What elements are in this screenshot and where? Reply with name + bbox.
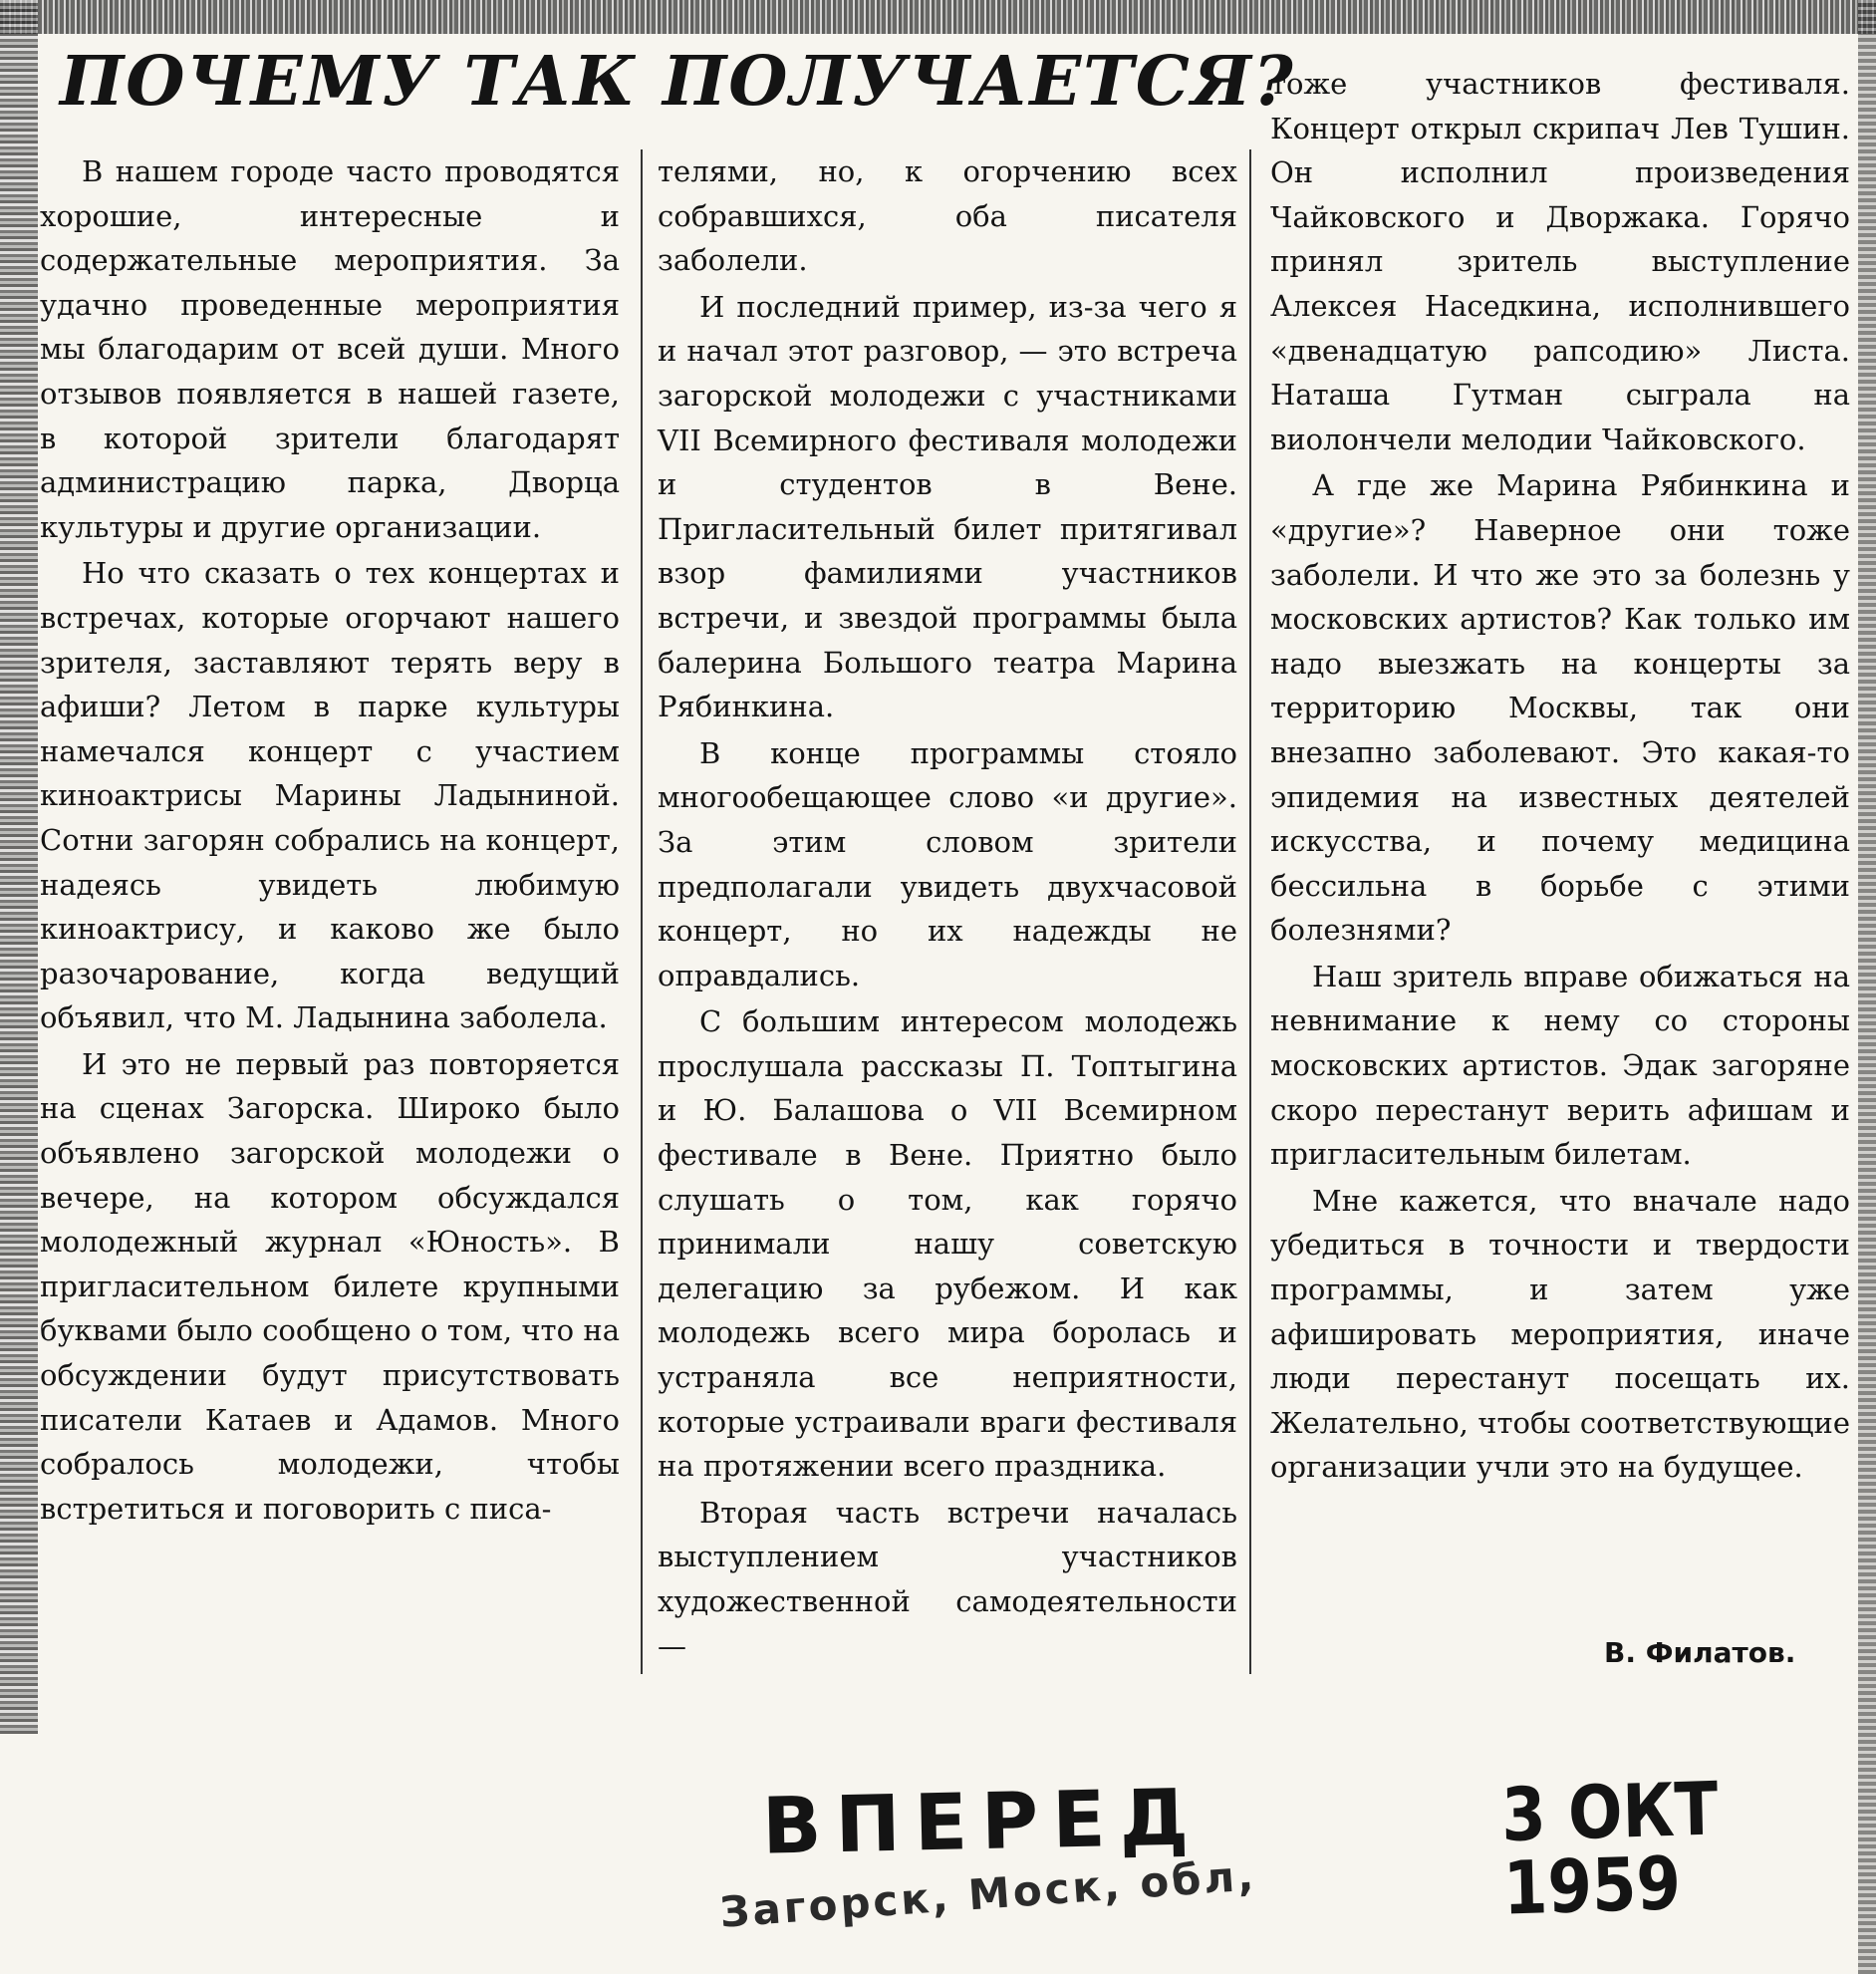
paragraph: Вторая часть встречи началась выступлением участников художественной самодеятельности — (658, 1495, 1237, 1663)
article-column-3 (1270, 62, 1850, 1492)
paragraph: С большим интересом молодежь прослушала рассказы П. Топтыгина и Ю. Балашова о VII Всемирном фестивале в Вене. Приятно было слушать о том, как горячо принимали нашу советскую делегацию за рубежом. И как молодежь всего мира боролась и устраняла все неприятности, которые устраивали враги фестиваля на протяжении всего праздника. (658, 1004, 1237, 1484)
paragraph: А где же Марина Рябинкина и «другие»? Наверное они тоже заболели. И что же это за болезнь у московских артистов? Как только им надо выезжать на концерты за территорию Москвы, так они внезапно заболевают. Это какая-то эпидемия на известных деятелей искусства, и почему медицина бессильна в борьбе с этими болезнями? (1270, 468, 1850, 948)
paragraph: Мне кажется, что вначале надо убедиться в точности и твердости программы, и затем уже афишировать мероприятия, иначе люди перестанут посещать их. Желательно, чтобы соответствующие организации учли это на будущее. (1270, 1183, 1850, 1485)
article-title: ПОЧЕМУ ТАК ПОЛУЧАЕТСЯ? (60, 42, 1295, 122)
author-signature: В. Филатов. (1604, 1636, 1796, 1669)
paragraph: телями, но, к огорчению всех собравшихся, оба писателя заболели. (658, 154, 1237, 278)
article-column-2 (658, 149, 1237, 1670)
paragraph: И последний пример, из-за чего я и начал этот разговор, — это встреча загорской молодежи с участниками VII Всемирного фестиваля молодежи и студентов в Вене. Пригласительный билет притягивал взор фамилиями участников встречи, и звездой программы была балерина Большого театра Марина Рябинкина. (658, 289, 1237, 724)
newspaper-stamp-place: Загорск, Моск, обл, (717, 1850, 1258, 1937)
column-divider (641, 149, 643, 1674)
paragraph: тоже участников фестиваля. Концерт открыл скрипач Лев Тушин. Он исполнил произведения Чайковского и Дворжака. Горячо принял зритель выступление Алексея Наседкина, исполнившего «двенадцатую рапсодию» Листа. Наташа Гутман сыграла на виолончели мелодии Чайковского. (1270, 67, 1850, 456)
paragraph: В конце программы стояло многообещающее слово «и другие». За этим словом зрители предполагали увидеть двухчасовой концерт, но их надежды не оправдались. (658, 735, 1237, 992)
scan-edge-top (0, 0, 1876, 34)
scan-edge-left (0, 0, 38, 1734)
scan-edge-right (1858, 0, 1876, 1974)
newspaper-stamp-name: ВПЕРЕД (761, 1773, 1204, 1872)
paragraph: Но что сказать о тех концертах и встречах, которые огорчают нашего зрителя, заставляют терять веру в афиши? Летом в парке культуры намечался концерт с участием киноактрисы Марины Ладыниной. Сотни загорян собрались на концерт, надеясь увидеть любимую киноактрису, и каково же было разочарование, когда ведущий объявил, что М. Ладынина заболела. (40, 556, 620, 1035)
article-column-1 (40, 149, 620, 1533)
paragraph: В нашем городе часто проводятся хорошие, интересные и содержательные мероприятия. За удачно проведенные мероприятия мы благодарим от всей души. Много отзывов появляется в нашей газете, в которой зрители благодарят администрацию парка, Дворца культуры и другие организации. (40, 154, 620, 544)
paragraph: И это не первый раз повторяется на сценах Загорска. Широко было объявлено загорской молодежи о вечере, на котором обсуждался молодежный журнал «Юность». В пригласительном билете крупными буквами было сообщено о том, что на обсуждении будут присутствовать писатели Катаев и Адамов. Много собралось молодежи, чтобы встретиться и поговорить с писа- (40, 1046, 620, 1526)
paragraph: Наш зритель вправе обижаться на невнимание к нему со стороны московских артистов. Эдак загоряне скоро перестанут верить афишам и пригласительным билетам. (1270, 959, 1850, 1172)
newspaper-stamp-date: 3 ОКТ 1959 (1500, 1767, 1720, 1932)
column-divider (1249, 149, 1251, 1674)
